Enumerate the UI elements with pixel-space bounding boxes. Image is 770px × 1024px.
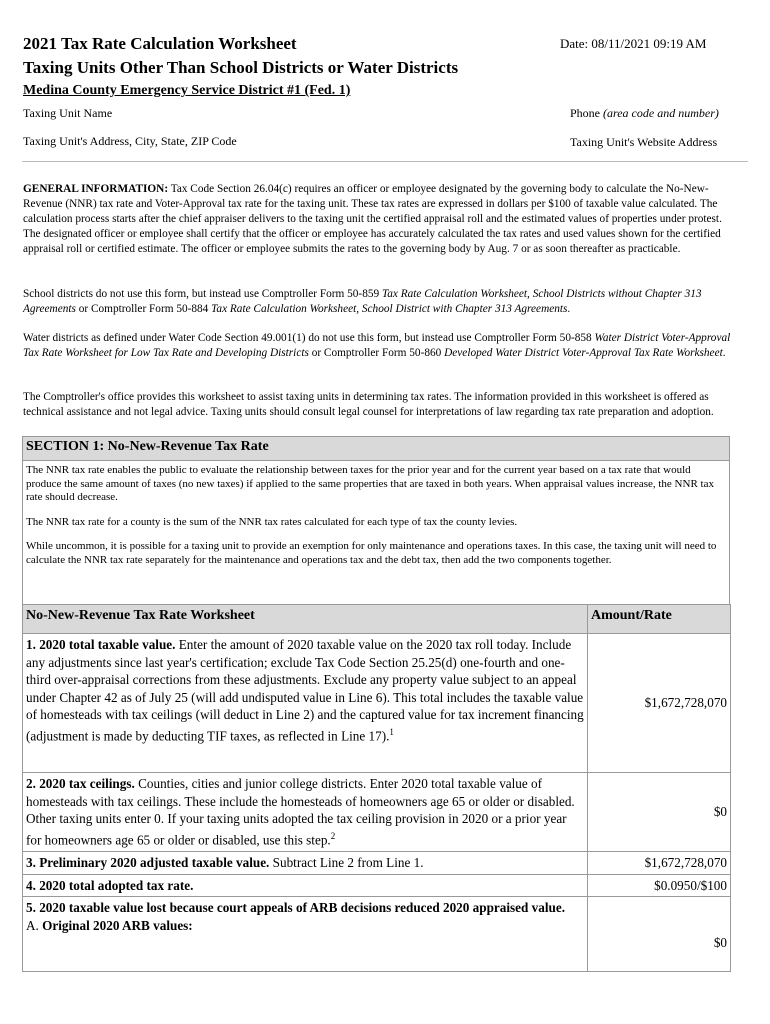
line-description: 5. 2020 taxable value lost because court appeals of ARB decisions reduced 2020 appraised value. A. Original 2020 ARB values: (23, 897, 588, 972)
line-amount: $0.0950/$100 (588, 874, 731, 897)
table-row (23, 773, 731, 852)
general-information: GENERAL INFORMATION: Tax Code Section 26.04(c) requires an officer or employee designated by the governing body to calculate the No-New-Revenue (NNR) tax rate and Voter-Approval tax rate for the taxing unit. These tax rates are expressed in dollars per $100 of taxable value calculated. The calculation process starts after the chief appraiser delivers to the taxing unit the certified appraisal roll and the estimated values of properties under protest. The designated officer or employee shall certify that the officer or employee has accurately calculated the tax rates and used values shown for the certified appraisal roll or certified estimate. The officer or employee submits the rates to the governing body by Aug. 7 or as soon thereafter as practicable. (23, 183, 722, 255)
taxing-unit-name-label: Taxing Unit Name (23, 106, 113, 120)
section-1-paragraph: The NNR tax rate enables the public to evaluate the relationship between taxes for the prior year and for the current year based on a tax rate that would produce the same amount of taxes (no new taxes) if applied to the same properties that are taxed in both years. When appraisal values increase, the NNR tax rate should decrease. (26, 464, 714, 503)
line-amount: $0 (588, 897, 731, 972)
school-districts-note: School districts do not use this form, but instead use Comptroller Form 50-859 Tax Rate Calculation Worksheet, School Districts without Chapter 313 Agreements or Comptroller Form 50-884 Tax Rate Calculation Worksheet, School District with Chapter 313 Agreements. (23, 288, 702, 315)
section-1-paragraph: The NNR tax rate for a county is the sum of the NNR tax rates calculated for each type of tax the county levies. (26, 515, 518, 528)
address-label: Taxing Unit's Address, City, State, ZIP Code (23, 134, 237, 148)
website-label: Taxing Unit's Website Address (570, 135, 718, 149)
section-1-heading: SECTION 1: No-New-Revenue Tax Rate (23, 437, 729, 461)
comptroller-note: The Comptroller's office provides this worksheet to assist taxing units in determining tax rates. The information provided in this worksheet is offered as technical assistance and not legal advice. Taxing units should consult legal counsel for interpretations of law regarding tax rate preparation and adoption. (23, 391, 714, 418)
district-name: Medina County Emergency Service District #1 (Fed. 1) (23, 83, 351, 98)
line-description: 3. Preliminary 2020 adjusted taxable value. Subtract Line 2 from Line 1. (23, 852, 588, 875)
page-subtitle: Taxing Units Other Than School Districts or Water Districts (23, 58, 459, 77)
amount-column-header: Amount/Rate (588, 605, 731, 634)
water-districts-note: Water districts as defined under Water Code Section 49.001(1) do not use this form, but instead use Comptroller Form 50-858 Water District Voter-Approval Tax Rate Worksheet for Low Tax Rate and Developing Districts or Comptroller Form 50-860 Developed Water District Voter-Approval Tax Rate Worksheet. (23, 332, 731, 359)
line-amount: $1,672,728,070 (588, 634, 731, 773)
date-stamp: Date: 08/11/2021 09:19 AM (560, 36, 707, 51)
section-1-paragraph: While uncommon, it is possible for a taxing unit to provide an exemption for only maintenance and operations taxes. In this case, the taxing unit will need to calculate the NNR tax rate separately for the maintenance and operations tax and the debt tax, then add the two components together. (26, 540, 717, 566)
line-description: 1. 2020 total taxable value. Enter the amount of 2020 taxable value on the 2020 tax roll today. Include any adjustments since last year's certification; exclude Tax Code Section 25.25(d) one-fourth and one-third over-appraisal corrections from these adjustments. Exclude any property value subject to an appeal under Chapter 42 as of July 25 (will add undisputed value in Line 6). This total includes the taxable value of homesteads with tax ceilings (will deduct in Line 2) and the captured value for tax increment financing (adjustment is made by deducting TIF taxes, as reflected in Line 17).$^1$ (23, 634, 588, 773)
line-description: 4. 2020 total adopted tax rate. (23, 874, 588, 897)
table-row (23, 897, 731, 972)
header-divider (22, 161, 748, 162)
table-row (23, 634, 731, 773)
table-row (23, 874, 731, 897)
section-1 (22, 436, 730, 605)
page-title: 2021 Tax Rate Calculation Worksheet (23, 34, 297, 53)
line-description: 2. 2020 tax ceilings. Counties, cities and junior college districts. Enter 2020 total taxable value of homesteads with tax ceilings. These include the homesteads of homeowners age 65 or older or disabled. Other taxing units enter 0. If your taxing units adopted the tax ceiling provision in 2020 or a prior year for homeowners age 65 or older or disabled, use this step.$^2$ (23, 773, 588, 852)
line-amount: $0 (588, 773, 731, 852)
table-row (23, 852, 731, 875)
worksheet-header-row (23, 605, 731, 634)
worksheet-column-header: No-New-Revenue Tax Rate Worksheet (23, 605, 588, 634)
phone-label: Phone (area code and number) (570, 106, 719, 120)
line-amount: $1,672,728,070 (588, 852, 731, 875)
worksheet-table (22, 604, 731, 972)
section-1-body (23, 461, 729, 581)
